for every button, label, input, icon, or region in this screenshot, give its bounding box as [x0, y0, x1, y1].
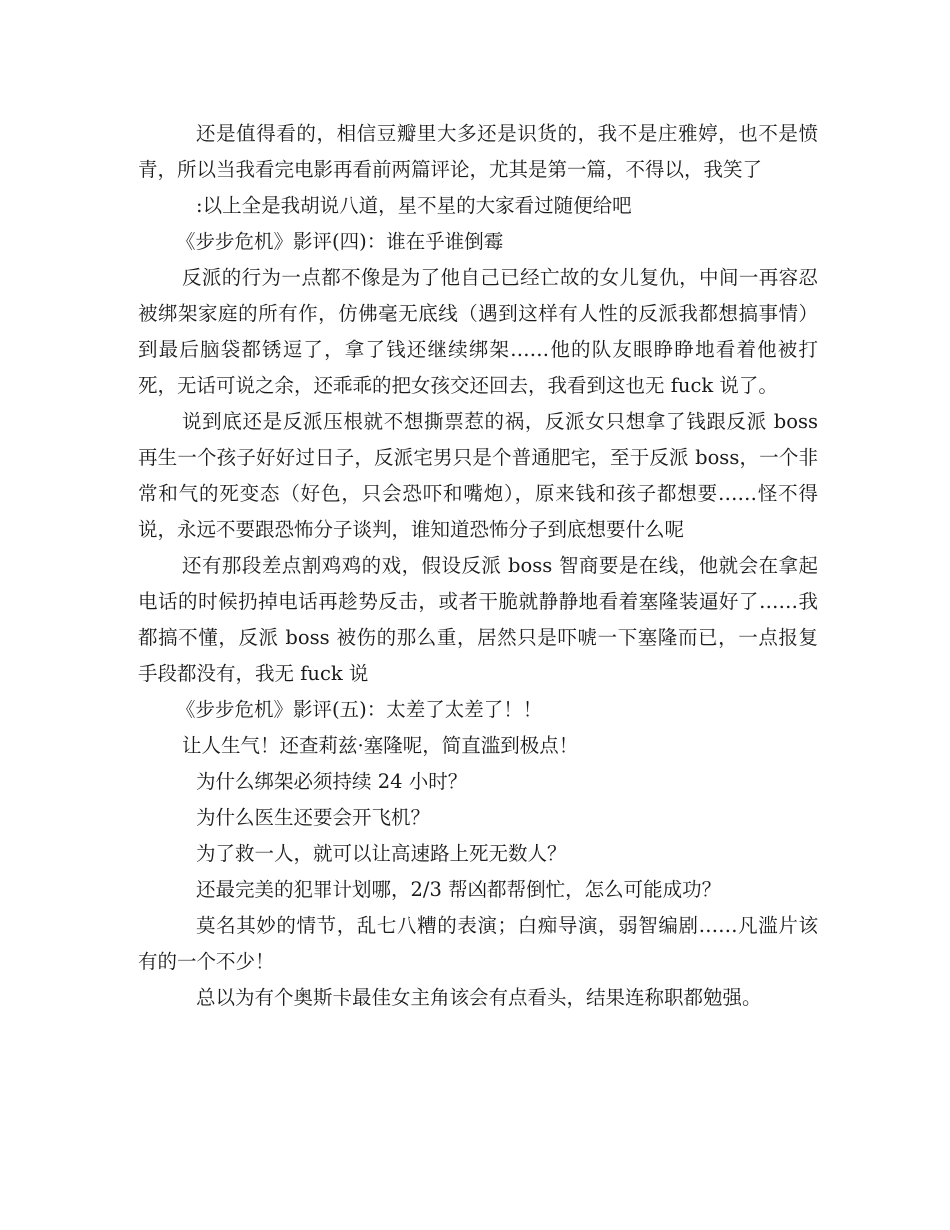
question-line: 还最完美的犯罪计划哪，2/3 帮凶都帮倒忙，怎么可能成功？ [196, 878, 722, 901]
paragraph: 说到底还是反派压根就不想撕票惹的祸，反派女只想拿了钱跟反派 boss 再生一个孩子好好过日子，反派宅男只是个普通肥宅，至于反派 boss，一个非常和气的死变态（好色，只会恐吓和嘴炮），原来钱和孩子都想要……怪不得说，永远不要跟恐怖分子谈判，谁知道恐怖分子到底想要什么呢 [138, 410, 818, 541]
article-body [138, 116, 818, 1016]
paragraph: 让人生气！还查莉兹·塞隆呢，简直滥到极点！ [182, 734, 579, 757]
paragraph: 还有那段差点割鸡鸡的戏，假设反派 boss 智商要是在线，他就会在拿起电话的时候扔掉电话再趁势反击，或者干脆就静静地看着塞隆装逼好了……我都搞不懂，反派 boss 被伤的那么重，居然只是吓唬一下塞隆而已，一点报复手段都没有，我无 fuck 说 [138, 554, 818, 685]
section-heading: 《步步危机》影评(四)：谁在乎谁倒霉 [176, 230, 504, 253]
section-heading: 《步步危机》影评(五)：太差了太差了！！ [176, 698, 543, 721]
paragraph: 莫名其妙的情节，乱七八糟的表演；白痴导演，弱智编剧……凡滥片该有的一个不少！ [138, 914, 818, 973]
paragraph: 总以为有个奥斯卡最佳女主角该会有点看头，结果连称职都勉强。 [196, 986, 762, 1009]
question-line: 为了救一人，就可以让高速路上死无数人？ [196, 842, 567, 865]
paragraph: 还是值得看的，相信豆瓣里大多还是识货的，我不是庄雅婷，也不是愤青，所以当我看完电影再看前两篇评论，尤其是第一篇，不得以，我笑了 [138, 122, 818, 181]
note-line: :以上全是我胡说八道，星不星的大家看过随便给吧 [196, 194, 632, 217]
question-line: 为什么医生还要会开飞机？ [196, 806, 431, 829]
question-line: 为什么绑架必须持续 24 小时？ [196, 770, 468, 793]
paragraph: 反派的行为一点都不像是为了他自己已经亡故的女儿复仇，中间一再容忍被绑架家庭的所有作，仿佛毫无底线（遇到这样有人性的反派我都想搞事情）到最后脑袋都锈逗了，拿了钱还继续绑架……他的队友眼睁睁地看着他被打死，无话可说之余，还乖乖的把女孩交还回去，我看到这也无 fuck 说了。 [138, 266, 818, 397]
